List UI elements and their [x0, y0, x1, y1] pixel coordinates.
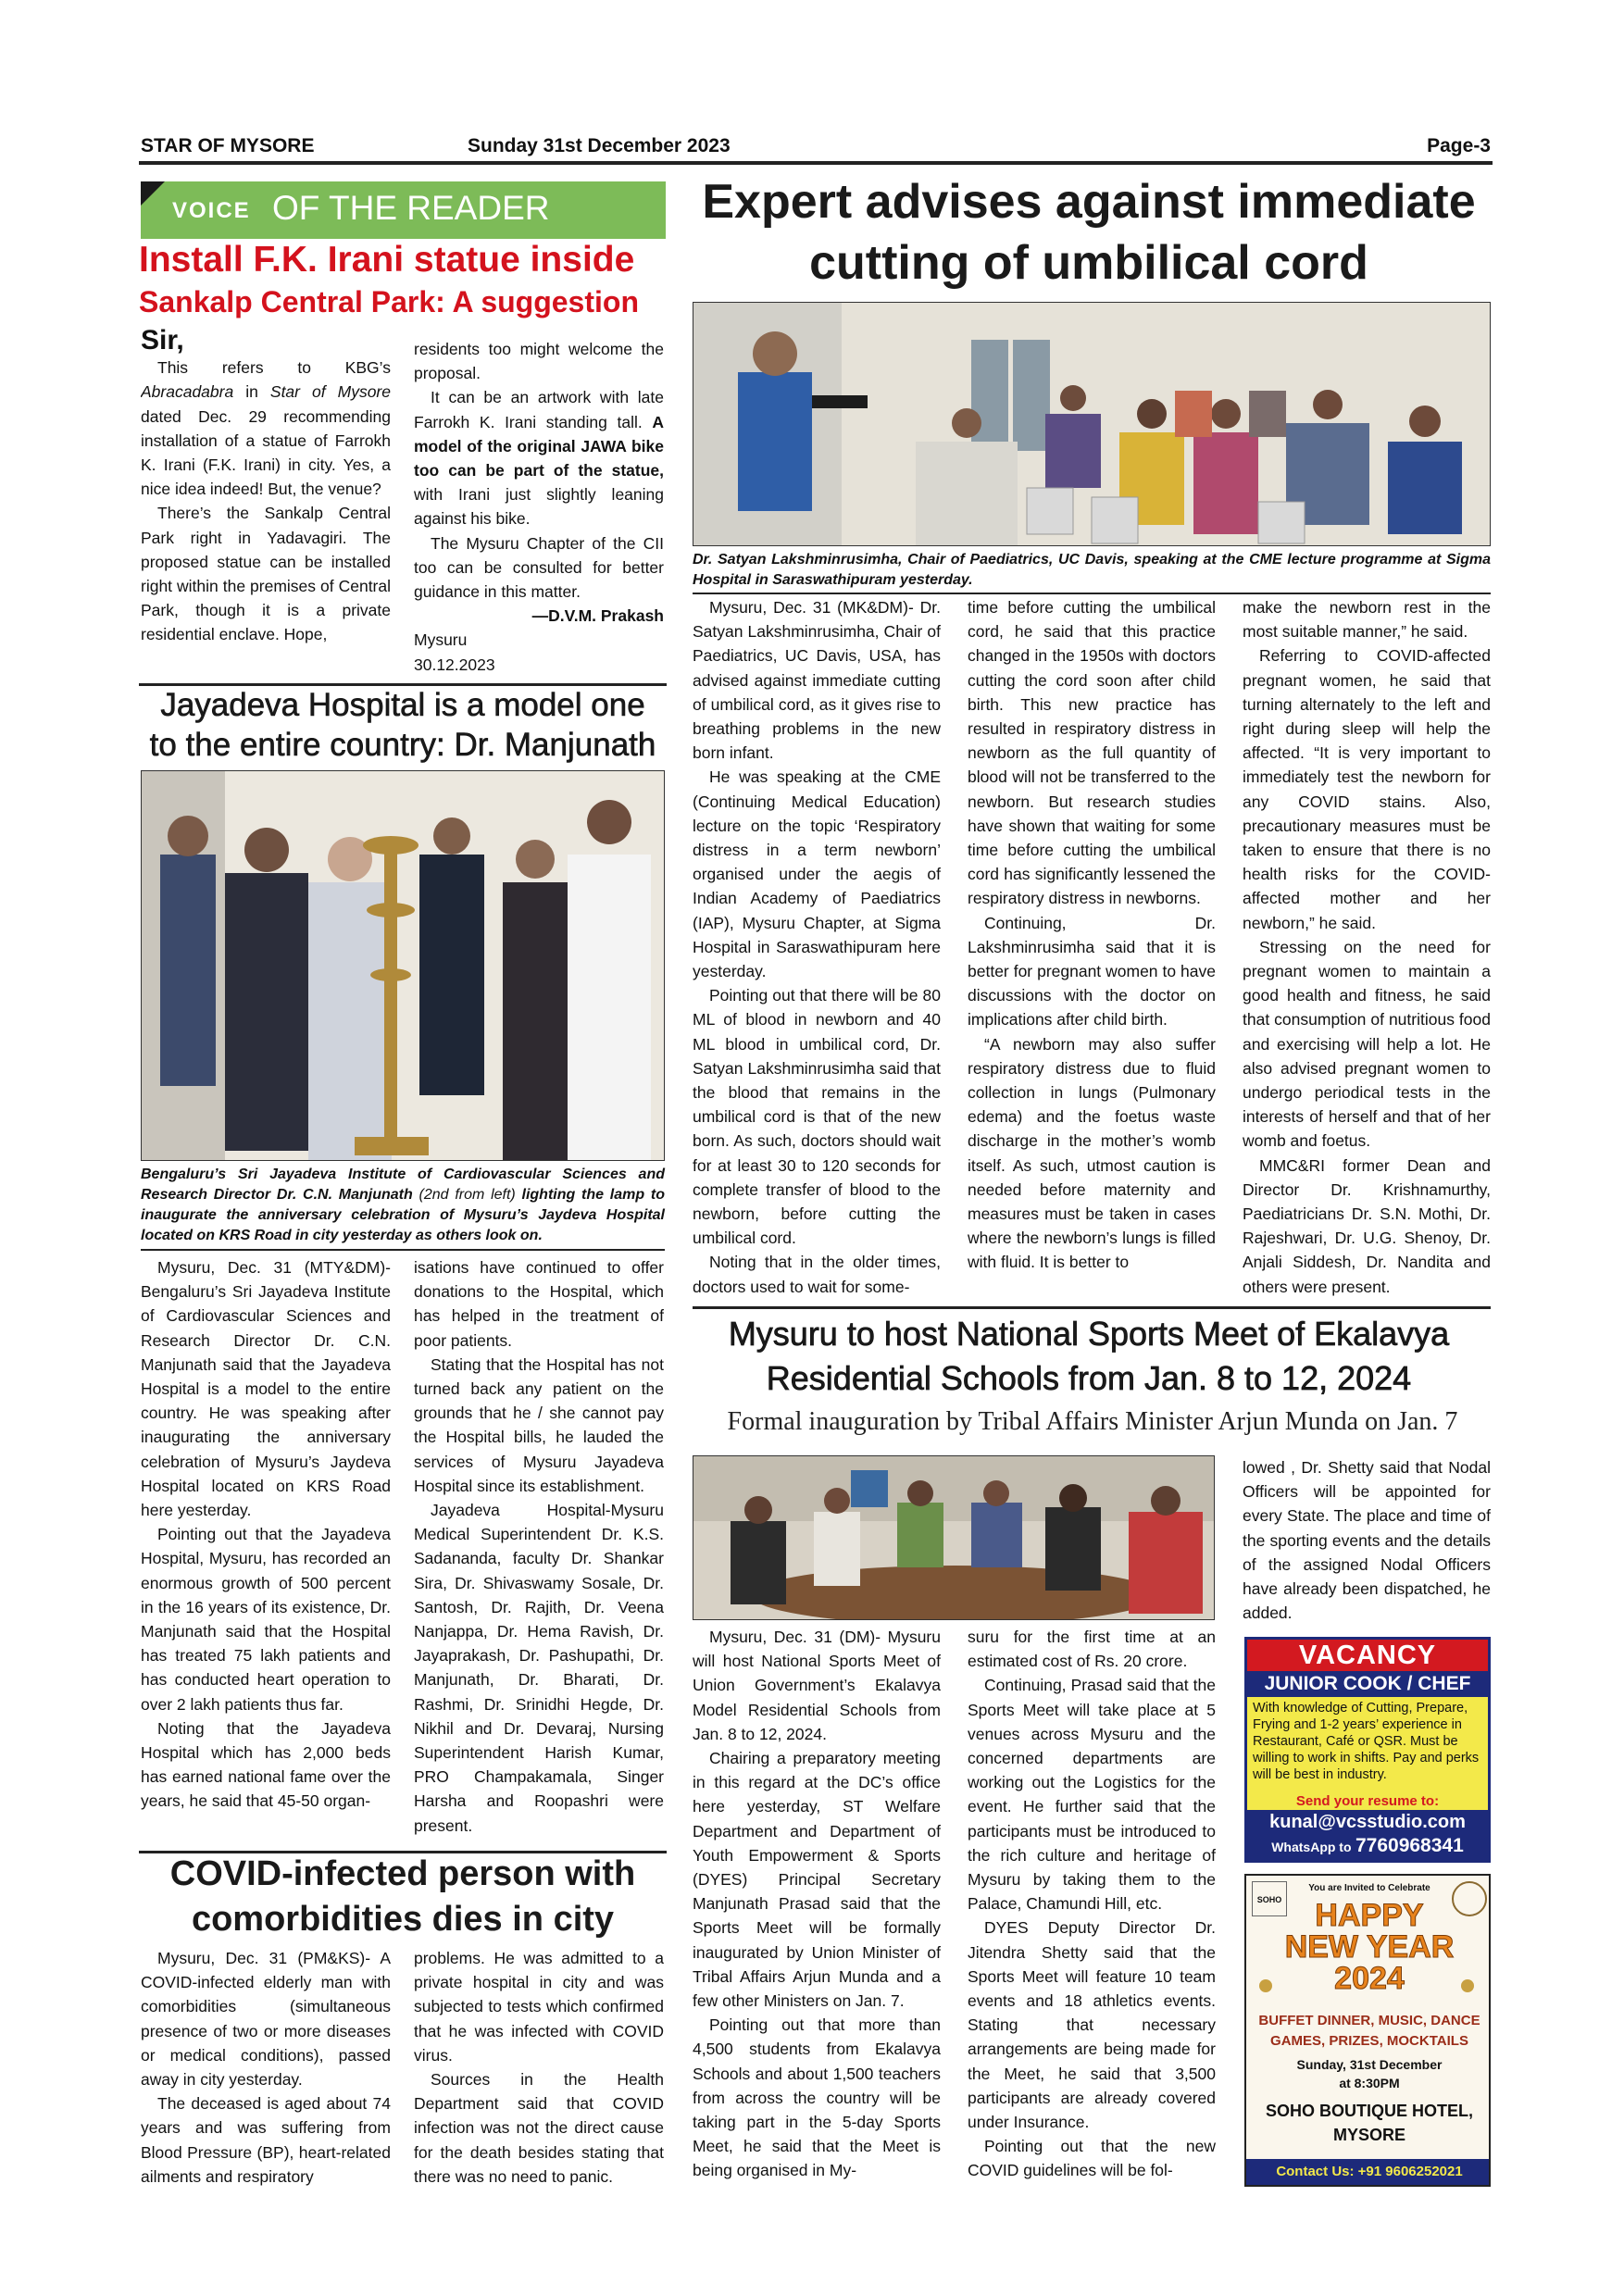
masthead-rule — [139, 161, 1493, 165]
caption-text: (2nd from left) — [418, 1187, 516, 1203]
masthead-paper: STAR OF MYSORE — [141, 135, 315, 156]
soho-year: 2024 — [1334, 1961, 1405, 1996]
lamp-lighting-photo-illustration — [142, 771, 665, 1161]
soho-logo: SOHO — [1252, 1881, 1287, 1916]
sports-photo — [693, 1455, 1215, 1620]
soho-venue-1: SOHO BOUTIQUE HOTEL, — [1265, 2102, 1473, 2120]
whatsapp-number: 7760968341 — [1355, 1835, 1464, 1856]
sports-paragraph: Chairing a preparatory meeting in this regard at the DC’s office here yesterday, ST Welfare Department and Department of Youth Empowerment & Sports (DYES) Principal Secretary Manjunath Prasad said that the Sports Meet will be formally inaugurated by Union Minister of Tribal Affairs Arjun Munda and a few other Ministers on Jan. 7. — [693, 1749, 941, 2011]
voice-text: with Irani just slightly leaning against his bike. — [414, 485, 664, 529]
sports-paragraph: lowed , Dr. Shetty said that Nodal Officers will be appointed for every State. The place and time of the sporting events and the details of the assigned Nodal Officers have already been dispatched, he added. — [1243, 1458, 1491, 1623]
voice-corner-mark — [141, 181, 165, 206]
covid-headline-1: COVID-infected person with — [169, 1854, 636, 1893]
cord-paragraph: “A newborn may also suffer respiratory distress due to fluid collection in lungs (Pulmonary edema) and the foetus waste discharge in the mother’s womb itself. As such, utmost caution is needed before maternity and measures must be taken in cases where the newborn’s lungs is filled with fluid. It is better to — [968, 1034, 1216, 1272]
vacancy-send: Send your resume to: — [1247, 1793, 1488, 1810]
sports-paragraph: DYES Deputy Director Dr. Jitendra Shetty said that the Sports Meet will feature 10 team events and 18 athletics events. Stating that necessary arrangements are being made for the Meet, he said that 3,500 participants are already covered under Insurance. — [968, 1918, 1216, 2132]
caption-rule — [693, 593, 1491, 594]
cord-paragraph: He was speaking at the CME (Continuing Medical Education) lecture on the topic ‘Respiratory distress in a term newborn’ organised under the aegis of Indian Academy of Paediatrics (IAP), Mysuru Chapter, at Sigma Hospital in Saraswathipuram here yesterday. — [693, 767, 941, 981]
whatsapp-label: WhatsApp to — [1271, 1840, 1352, 1854]
vacancy-body: With knowledge of Cutting, Prepare, Frying and 1-2 years’ experience in Restaurant, Café or QSR. Must be willing to work in shifts. Pay and perks will be best in industry. — [1247, 1697, 1488, 1793]
voice-banner — [141, 181, 666, 239]
meeting-photo-illustration — [693, 1456, 1215, 1620]
vacancy-title: VACANCY — [1247, 1640, 1488, 1671]
vacancy-role: JUNIOR COOK / CHEF — [1247, 1671, 1488, 1697]
sports-column-3 — [1243, 1455, 1491, 1627]
cord-column-3 — [1243, 595, 1491, 1299]
section-rule — [693, 1306, 1491, 1309]
jayadeva-column-1 — [141, 1255, 391, 1848]
caption-rule — [141, 1249, 665, 1251]
cord-headline-1: Expert advises against immediate — [702, 175, 1476, 229]
voice-title-2: Sankalp Central Park: A suggestion — [139, 285, 639, 318]
cord-column-2 — [968, 595, 1216, 1299]
voice-kicker-big: OF THE READER — [272, 189, 550, 227]
soho-invite: You are Invited to Celebrate — [1308, 1883, 1430, 1893]
voice-column-2 — [414, 337, 664, 680]
jayadeva-paragraph: Pointing out that the Jayadeva Hospital, Mysuru, has recorded an enormous growth of 500 percent in the 16 years of its existence, Dr. Manjunath said that the Hospital has treated 75 lakh patients and has conducted heart operation to over 2 lakh patients thus far. — [141, 1525, 391, 1714]
voice-text: in — [233, 382, 270, 402]
section-rule — [139, 683, 667, 686]
voice-place: Mysuru — [414, 630, 468, 650]
soho-time: at 8:30PM — [1339, 2076, 1400, 2090]
sports-column-2 — [968, 1625, 1216, 2190]
soho-line-1: BUFFET DINNER, MUSIC, DANCE — [1258, 2013, 1480, 2028]
cord-photo — [693, 302, 1491, 546]
sports-subheadline: Formal inauguration by Tribal Affairs Minister Arjun Munda on Jan. 7 — [727, 1407, 1458, 1436]
jayadeva-headline-2: to the entire country: Dr. Manjunath — [149, 727, 656, 763]
soho-contact[interactable]: Contact Us: +91 9606252021 — [1246, 2159, 1491, 2185]
voice-paragraph: The Mysuru Chapter of the CII too can be consulted for better guidance in this matter. — [414, 533, 664, 602]
voice-text: A model of the original JAWA bike too can be part of the statue, — [414, 412, 664, 480]
covid-column-2 — [414, 1946, 664, 2187]
cord-paragraph: Noting that in the older times, doctors used to wait for some- — [693, 1253, 941, 1296]
soho-ad — [1244, 1874, 1491, 2187]
ornament-icon — [1259, 1979, 1272, 1992]
cord-paragraph: MMC&RI former Dean and Director Dr. Krishnamurthy, Paediatricians Dr. S.N. Mothi, Dr. Rajeshwari, Dr. U.G. Shenoy, Dr. Anjali Siddesh, Dr. Nandita and others were present. — [1243, 1155, 1491, 1296]
voice-text: It can be an artwork with late Farrokh K. Irani standing tall. — [414, 388, 664, 431]
voice-text: Abracadabra — [141, 382, 234, 402]
voice-kicker-small: VOICE — [172, 198, 251, 223]
covid-headline-2: comorbidities dies in city — [191, 1900, 615, 1939]
covid-paragraph: The deceased is aged about 74 years and was suffering from Blood Pressure (BP), heart-related ailments and respiratory — [141, 2094, 391, 2186]
soho-line-2: GAMES, PRIZES, MOCKTAILS — [1270, 2033, 1468, 2049]
covid-paragraph: problems. He was admitted to a private hospital in city and was subjected to tests which confirmed that he was infected with COVID virus. — [414, 1949, 664, 2065]
sports-paragraph: Continuing, Prasad said that the Sports Meet will take place at 5 venues across Mysuru and the concerned departments are working out the Logistics for the event. He further said that the participants must be introduced to the rich culture and heritage of Mysuru by taking them to the Palace, Chamundi Hill, etc. — [968, 1676, 1216, 1914]
cord-paragraph: Mysuru, Dec. 31 (MK&DM)- Dr. Satyan Lakshminrusimha, Chair of Paediatrics, UC Davis, USA, has advised against immediate cutting of umbilical cord, as it gives rise to breathing problems in the new born infant. — [693, 598, 941, 763]
cord-paragraph: Referring to COVID-affected pregnant women, he said that turning alternately to the left and right during sleep will help the affected. “It is very important to immediately test the newborn for any COVID stains. Also, precautionary measures must be taken to ensure that there is no health risks for the COVID-affected mother and her newborn,” he said. — [1243, 646, 1491, 932]
cord-paragraph: time before cutting the umbilical cord, he said that this practice changed in the 1950s with doctors cutting the cord soon after child birth. This new practice has resulted in respiratory distress in newborn as the full quantity of blood will not be transferred to the newborn. But research studies have shown that waiting for some time before cutting the umbilical cord has significantly lessened the respiratory distress in newborns. — [968, 598, 1216, 908]
jayadeva-paragraph: Noting that the Jayadeva Hospital which has 2,000 beds has earned national fame over the years, he said that 45-50 organ- — [141, 1718, 391, 1811]
cord-paragraph: make the newborn rest in the most suitable manner,” he said. — [1243, 598, 1491, 642]
jayadeva-paragraph: Stating that the Hospital has not turned back any patient on the grounds that he / she cannot pay the Hospital bills, he lauded the services of Mysuru Jayadeva Hospital since its establishment. — [414, 1354, 664, 1495]
voice-paragraph: There’s the Sankalp Central Park right in Yadavagiri. The proposed statue can be installed right within the premises of Central Park, though it is a private residential enclave. Hope, — [141, 504, 391, 644]
vacancy-ad — [1244, 1637, 1491, 1863]
sports-paragraph: Pointing out that more than 4,500 students from Ekalavya Schools and about 1,500 teachers from across the country will be taking part in the 5-day Sports Meet, he said that the Meet is being organised in My- — [693, 2015, 941, 2180]
soho-newyear: NEW YEAR — [1284, 1929, 1455, 1965]
jayadeva-headline-1: Jayadeva Hospital is a model one — [160, 687, 645, 723]
voice-salutation: Sir, — [141, 329, 184, 356]
sports-headline-2: Residential Schools from Jan. 8 to 12, 2024 — [766, 1359, 1412, 1397]
soho-venue-2: MYSORE — [1332, 2126, 1405, 2144]
sports-paragraph: suru for the first time at an estimated cost of Rs. 20 crore. — [968, 1628, 1216, 1671]
lecture-photo-illustration — [693, 303, 1491, 546]
voice-text: Star of Mysore — [269, 382, 391, 402]
covid-paragraph: Sources in the Health Department said that COVID infection was not the direct cause for the death besides stating that there was no need to panic. — [414, 2070, 664, 2186]
voice-signature: —D.V.M. Prakash — [531, 606, 664, 626]
jayadeva-paragraph: Mysuru, Dec. 31 (MTY&DM)- Bengaluru’s Sri Jayadeva Institute of Cardiovascular Sciences and Research Director Dr. C.N. Manjunath said that the Jayadeva Hospital is a model to the entire country. He was speaking after inaugurating the anniversary celebration of Mysuru’s Jaydeva Hospital located on KRS Road here yesterday. — [141, 1258, 391, 1520]
caption-text: Bengaluru’s Sri Jayadeva Institute of Cardiovascular Sciences and Research Director Dr. C.N. Manjunath — [141, 1167, 665, 1203]
soho-date: Sunday, 31st December — [1296, 2057, 1443, 2072]
cord-caption: Dr. Satyan Lakshminrusimha, Chair of Paediatrics, UC Davis, speaking at the CME lecture programme at Sigma Hospital in Saraswathipuram yesterday. — [693, 552, 1491, 588]
jayadeva-caption — [141, 1165, 665, 1246]
voice-column-1 — [141, 329, 391, 680]
cord-headline-2: cutting of umbilical cord — [809, 236, 1368, 290]
covid-column-1 — [141, 1946, 391, 2187]
cord-paragraph: Pointing out that there will be 80 ML of blood in newborn and 40 ML blood in umbilical cord, Dr. Satyan Lakshminrusimha said that the blood that remains in the umbilical cord is that of the new born. As such, doctors should wait for at least 30 to 120 seconds for complete transfer of blood to the newborn, before cutting the umbilical cord. — [693, 986, 941, 1248]
masthead-date: Sunday 31st December 2023 — [468, 135, 731, 156]
covid-paragraph: Mysuru, Dec. 31 (PM&KS)- A COVID-infected elderly man with comorbidities (simultaneous presence of two or more diseases or medical conditions), passed away in city yesterday. — [141, 1949, 391, 2090]
cord-paragraph: Stressing on the need for pregnant women to maintain a good health and fitness, he said that consumption of nutritious food and exercising will help a lot. He also advised pregnant women to undergo periodical tests in the interests of herself and that of her womb and foetus. — [1243, 937, 1491, 1151]
jayadeva-column-2 — [414, 1255, 664, 1848]
cord-paragraph: Continuing, Dr. Lakshminrusimha said that it is better for pregnant women to have discussions with the doctor on implications after child birth. — [968, 913, 1216, 1029]
sports-headline-1: Mysuru to host National Sports Meet of Ekalavya — [728, 1315, 1450, 1353]
voice-title-1: Install F.K. Irani statue inside — [139, 240, 635, 280]
soho-happy: HAPPY — [1315, 1898, 1424, 1933]
sports-paragraph: Mysuru, Dec. 31 (DM)- Mysuru will host National Sports Meet of Union Government’s Ekalavya Model Residential Schools from Jan. 8 to 12, 2024. — [693, 1628, 941, 1743]
section-rule — [139, 1851, 667, 1853]
voice-text: dated Dec. 29 recommending installation of a statue of Farrokh K. Irani (F.K. Irani) in city. Yes, a nice idea indeed! But, the venue? — [141, 406, 391, 499]
vacancy-whatsapp[interactable] — [1247, 1834, 1488, 1860]
jayadeva-paragraph: Jayadeva Hospital-Mysuru Medical Superintendent Dr. K.S. Sadananda, faculty Dr. Shankar Sira, Dr. Shivaswamy Sosale, Dr. Santosh, Dr. Rajith, Dr. Veena Nanjappa, Dr. Hema Ravish, Dr. Jayaprakash, Dr. Pashupathi, Dr. Manjunath, Dr. Bharati, Dr. Rashmi, Dr. Srinidhi Hegde, Dr. Nikhil and Dr. Devaraj, Nursing Superintendent Harish Kumar, PRO Champakamala, Singer Harsha and Roopashri were present. — [414, 1501, 664, 1835]
voice-date: 30.12.2023 — [414, 655, 495, 674]
ornament-icon — [1461, 1979, 1474, 1992]
voice-text: This refers to KBG’s — [157, 358, 391, 378]
jayadeva-paragraph: isations have continued to offer donations to the Hospital, which has helped in the treatment of poor patients. — [414, 1258, 664, 1350]
cord-column-1 — [693, 595, 941, 1299]
sports-paragraph: Pointing out that the new COVID guidelines will be fol- — [968, 2137, 1216, 2180]
jayadeva-photo — [141, 770, 665, 1161]
caption-text: lighting the lamp to inaugurate the anniversary celebration of Mysuru’s Jaydeva Hospital located on KRS Road in city yesterday as others look on. — [141, 1187, 665, 1243]
vacancy-email[interactable]: kunal@vcsstudio.com — [1247, 1810, 1488, 1834]
voice-paragraph: residents too might welcome the proposal. — [414, 340, 664, 383]
masthead-page: Page-3 — [1427, 135, 1491, 156]
sports-column-1 — [693, 1625, 941, 2190]
